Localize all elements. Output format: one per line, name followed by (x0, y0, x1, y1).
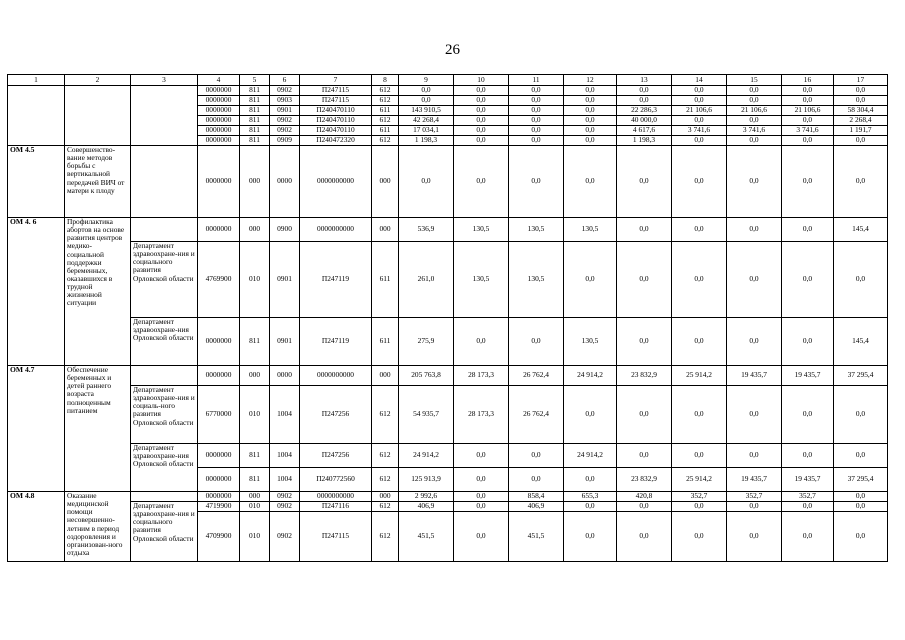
data-cell: 25 914,2 (672, 366, 727, 386)
data-cell: 000 (372, 366, 399, 386)
data-cell: 0,0 (834, 136, 888, 146)
data-cell: 0903 (270, 96, 300, 106)
measure-name: Оказание медицинской помощи несовершенно-летним в период оздоровления и организован-ного отдыха (65, 492, 131, 562)
data-cell: 612 (372, 136, 399, 146)
data-cell: 145,4 (834, 218, 888, 242)
header-cell: 9 (399, 75, 454, 86)
data-cell: 000 (240, 366, 270, 386)
header-cell: 14 (672, 75, 727, 86)
data-cell: 23 832,9 (617, 468, 672, 492)
data-cell: 0,0 (672, 86, 727, 96)
data-cell: 0,0 (617, 386, 672, 444)
data-cell: 1004 (270, 444, 300, 468)
data-cell: 0,0 (454, 512, 509, 562)
data-cell: П240470110 (300, 116, 372, 126)
data-cell: 451,5 (509, 512, 564, 562)
data-cell: 1004 (270, 386, 300, 444)
data-cell: П247116 (300, 502, 372, 512)
header-cell: 16 (782, 75, 834, 86)
data-cell: 0,0 (617, 242, 672, 318)
data-cell: 858,4 (509, 492, 564, 502)
data-cell: 0000000 (198, 444, 240, 468)
data-cell: 0,0 (509, 146, 564, 218)
data-cell: 811 (240, 126, 270, 136)
data-cell: 000 (240, 146, 270, 218)
data-cell: 612 (372, 468, 399, 492)
data-cell: 612 (372, 86, 399, 96)
data-cell: 4719900 (198, 502, 240, 512)
data-cell: 3 741,6 (672, 126, 727, 136)
data-cell: 2 268,4 (834, 116, 888, 126)
data-cell: 0,0 (454, 86, 509, 96)
data-cell: 0,0 (727, 444, 782, 468)
data-cell: 17 034,1 (399, 126, 454, 136)
data-cell: 28 173,3 (454, 366, 509, 386)
data-cell: 0,0 (454, 146, 509, 218)
data-cell: 19 435,7 (782, 468, 834, 492)
data-cell: П240470110 (300, 106, 372, 116)
header-cell: 4 (198, 75, 240, 86)
data-cell: 0000000 (198, 106, 240, 116)
table-row (8, 318, 888, 366)
data-cell: 406,9 (399, 502, 454, 512)
data-cell: 0000 (270, 146, 300, 218)
data-cell: 811 (240, 318, 270, 366)
data-cell: 010 (240, 512, 270, 562)
data-cell: 0,0 (454, 126, 509, 136)
data-cell: 536,9 (399, 218, 454, 242)
data-cell: 611 (372, 126, 399, 136)
data-cell: 0000000 (198, 366, 240, 386)
data-cell: 0,0 (564, 126, 617, 136)
data-cell: 352,7 (782, 492, 834, 502)
executor-name: Департамент здравоохране-ния и социаль-ного развития Орловской области (131, 386, 198, 444)
data-cell: 0,0 (782, 116, 834, 126)
data-cell: 1004 (270, 468, 300, 492)
data-cell: 37 295,4 (834, 366, 888, 386)
data-cell: 4769900 (198, 242, 240, 318)
data-cell: 811 (240, 444, 270, 468)
data-cell: 145,4 (834, 318, 888, 366)
data-cell: 0,0 (454, 318, 509, 366)
data-cell: 21 106,6 (782, 106, 834, 116)
data-cell: 811 (240, 96, 270, 106)
data-cell: 205 763,8 (399, 366, 454, 386)
header-cell: 13 (617, 75, 672, 86)
data-cell: 24 914,2 (564, 444, 617, 468)
data-cell: П247115 (300, 86, 372, 96)
data-cell: 0,0 (782, 242, 834, 318)
data-cell: 0,0 (617, 444, 672, 468)
data-cell: 130,5 (454, 218, 509, 242)
data-cell: 0,0 (564, 242, 617, 318)
data-cell: 612 (372, 96, 399, 106)
data-cell: 24 914,2 (564, 366, 617, 386)
data-cell: 0,0 (727, 218, 782, 242)
data-cell: 0000000000 (300, 492, 372, 502)
data-cell: 19 435,7 (727, 366, 782, 386)
data-cell: 0,0 (782, 136, 834, 146)
table-row (8, 218, 888, 242)
executor-cell-empty (131, 146, 198, 218)
data-cell: 0,0 (454, 468, 509, 492)
data-cell: 1 191,7 (834, 126, 888, 136)
executor-name: Департамент здравоохране-ния Орловской области (131, 444, 198, 492)
data-cell: 0,0 (564, 146, 617, 218)
header-cell: 15 (727, 75, 782, 86)
measure-name: Профилактика абортов на основе развития центров медико-социальной поддержки беременных, оказавшихся в трудной жизненной ситуации (65, 218, 131, 366)
data-cell: 0,0 (564, 116, 617, 126)
data-cell: 3 741,6 (782, 126, 834, 136)
data-cell: 612 (372, 502, 399, 512)
data-cell: 611 (372, 242, 399, 318)
data-cell: 25 914,2 (672, 468, 727, 492)
table-row (8, 146, 888, 218)
data-cell: 130,5 (509, 218, 564, 242)
data-cell: 42 268,4 (399, 116, 454, 126)
data-cell: 0000000 (198, 146, 240, 218)
data-cell: 2 992,6 (399, 492, 454, 502)
data-cell: 0,0 (564, 106, 617, 116)
data-cell: 0,0 (454, 106, 509, 116)
data-cell: 000 (240, 492, 270, 502)
data-cell: 0000000000 (300, 218, 372, 242)
data-cell: 0,0 (782, 512, 834, 562)
data-cell: 0,0 (617, 218, 672, 242)
data-cell: 54 935,7 (399, 386, 454, 444)
data-cell: 0,0 (672, 146, 727, 218)
executor-cell-empty (131, 218, 198, 242)
executor-name: Департамент здравоохране-ния и социального развития Орловской области (131, 502, 198, 562)
header-cell: 12 (564, 75, 617, 86)
data-cell: 0,0 (509, 444, 564, 468)
data-cell: П240472320 (300, 136, 372, 146)
data-cell: 611 (372, 106, 399, 116)
data-cell: 0,0 (727, 242, 782, 318)
data-cell: 0000000 (198, 136, 240, 146)
data-cell: 0,0 (399, 96, 454, 106)
table-row (8, 242, 888, 318)
data-cell: П247119 (300, 242, 372, 318)
data-cell: 37 295,4 (834, 468, 888, 492)
data-cell: 0,0 (617, 502, 672, 512)
data-cell: 0,0 (509, 96, 564, 106)
data-cell: П240772560 (300, 468, 372, 492)
data-cell: 0,0 (782, 146, 834, 218)
data-cell: 000 (372, 146, 399, 218)
data-cell: 0902 (270, 86, 300, 96)
table-row (8, 386, 888, 444)
measure-code: ОМ 4. 6 (8, 218, 65, 366)
data-cell: 0000000000 (300, 366, 372, 386)
data-cell: 0,0 (834, 86, 888, 96)
measure-name: Совершенство-вание методов борьбы с вертикальной передачей ВИЧ от матери к плоду (65, 146, 131, 218)
data-cell: 0000000 (198, 116, 240, 126)
data-cell: 0,0 (672, 512, 727, 562)
data-cell: 130,5 (509, 242, 564, 318)
data-cell: 0000000 (198, 86, 240, 96)
data-cell: 125 913,9 (399, 468, 454, 492)
data-cell: 0,0 (834, 512, 888, 562)
data-cell: 0,0 (509, 116, 564, 126)
data-cell: 000 (240, 218, 270, 242)
data-cell: 0,0 (727, 146, 782, 218)
data-cell: 0,0 (782, 386, 834, 444)
data-cell: 0900 (270, 218, 300, 242)
data-cell: 0,0 (834, 444, 888, 468)
data-cell: 352,7 (672, 492, 727, 502)
header-row (8, 75, 888, 86)
table-row (8, 492, 888, 502)
data-cell: 130,5 (564, 318, 617, 366)
data-cell: 0000000 (198, 126, 240, 136)
data-cell: 0,0 (672, 318, 727, 366)
data-cell: 0,0 (834, 502, 888, 512)
header-cell: 11 (509, 75, 564, 86)
data-cell: 0,0 (782, 96, 834, 106)
data-cell: 811 (240, 106, 270, 116)
data-cell: 4709900 (198, 512, 240, 562)
data-cell: 0,0 (834, 242, 888, 318)
data-cell: 0,0 (782, 444, 834, 468)
data-cell: П247256 (300, 386, 372, 444)
data-cell: 0,0 (672, 386, 727, 444)
data-cell: 0,0 (564, 512, 617, 562)
data-cell: 0000000 (198, 468, 240, 492)
data-cell: 0,0 (564, 136, 617, 146)
data-cell: 0000000 (198, 318, 240, 366)
data-cell: 0,0 (727, 502, 782, 512)
data-cell: 28 173,3 (454, 386, 509, 444)
data-cell: 0,0 (727, 136, 782, 146)
data-cell: 811 (240, 86, 270, 96)
data-cell: 0,0 (782, 502, 834, 512)
data-cell: 0902 (270, 492, 300, 502)
header-cell: 8 (372, 75, 399, 86)
data-cell: П247115 (300, 512, 372, 562)
data-cell: 010 (240, 242, 270, 318)
data-cell: 261,0 (399, 242, 454, 318)
data-cell: 0,0 (509, 126, 564, 136)
data-cell: 0,0 (509, 106, 564, 116)
data-cell: 352,7 (727, 492, 782, 502)
data-cell: 000 (372, 218, 399, 242)
data-cell: 0,0 (727, 96, 782, 106)
data-cell: 612 (372, 116, 399, 126)
data-cell: 010 (240, 502, 270, 512)
code-cell-empty (8, 86, 65, 146)
data-cell: 0,0 (834, 492, 888, 502)
data-cell: 0,0 (834, 146, 888, 218)
executor-name: Департамент здравоохране-ния Орловской области (131, 318, 198, 366)
data-cell: 0,0 (564, 386, 617, 444)
data-cell: 0,0 (672, 116, 727, 126)
data-cell: 0,0 (564, 502, 617, 512)
header-cell: 6 (270, 75, 300, 86)
data-cell: 0,0 (782, 218, 834, 242)
data-cell: 0,0 (617, 96, 672, 106)
header-cell: 3 (131, 75, 198, 86)
data-cell: 0,0 (617, 86, 672, 96)
data-cell: 0,0 (454, 116, 509, 126)
header-cell: 2 (65, 75, 131, 86)
executor-cell-empty (131, 366, 198, 386)
measure-name: Обеспечение беременных и детей раннего возраста полноценным питанием (65, 366, 131, 492)
data-cell: 0901 (270, 242, 300, 318)
table-row (8, 502, 888, 512)
data-cell: 0,0 (782, 86, 834, 96)
data-cell: 0,0 (454, 502, 509, 512)
data-cell: 1 198,3 (617, 136, 672, 146)
data-cell: 6770000 (198, 386, 240, 444)
data-cell: 406,9 (509, 502, 564, 512)
data-cell: 23 832,9 (617, 366, 672, 386)
data-cell: 0,0 (399, 146, 454, 218)
data-cell: 0902 (270, 126, 300, 136)
data-cell: 22 286,3 (617, 106, 672, 116)
data-cell: 0,0 (672, 218, 727, 242)
data-cell: 26 762,4 (509, 366, 564, 386)
data-cell: 611 (372, 318, 399, 366)
data-cell: 0,0 (617, 318, 672, 366)
table-row (8, 366, 888, 386)
data-cell: 130,5 (454, 242, 509, 318)
data-cell: 0,0 (727, 512, 782, 562)
table-body (8, 75, 888, 562)
data-cell: 811 (240, 116, 270, 126)
data-cell: 0,0 (454, 136, 509, 146)
name-cell-empty (65, 86, 131, 146)
data-cell: 0,0 (564, 86, 617, 96)
data-cell: 0909 (270, 136, 300, 146)
data-cell: 0,0 (672, 444, 727, 468)
data-cell: 0,0 (564, 96, 617, 106)
data-cell: 0,0 (727, 86, 782, 96)
data-cell: 0,0 (727, 116, 782, 126)
data-cell: 0,0 (509, 86, 564, 96)
data-cell: П247119 (300, 318, 372, 366)
data-cell: 0,0 (509, 318, 564, 366)
data-cell: 612 (372, 386, 399, 444)
data-cell: 612 (372, 444, 399, 468)
data-cell: 0,0 (834, 386, 888, 444)
data-cell: 612 (372, 512, 399, 562)
header-cell: 1 (8, 75, 65, 86)
data-cell: 420,8 (617, 492, 672, 502)
data-cell: 0902 (270, 502, 300, 512)
data-cell: П247256 (300, 444, 372, 468)
data-cell: 655,3 (564, 492, 617, 502)
data-cell: 0,0 (509, 136, 564, 146)
executor-name: Департамент здравоохране-ния и социального развития Орловской области (131, 242, 198, 318)
data-cell: 21 106,6 (672, 106, 727, 116)
table-row (8, 444, 888, 468)
data-cell: 0902 (270, 116, 300, 126)
data-cell: 0,0 (727, 386, 782, 444)
data-cell: 0,0 (454, 444, 509, 468)
data-cell: 811 (240, 468, 270, 492)
measure-code: ОМ 4.5 (8, 146, 65, 218)
data-cell: 0,0 (672, 136, 727, 146)
executor-cell-empty (131, 86, 198, 146)
data-cell: 275,9 (399, 318, 454, 366)
header-cell: 7 (300, 75, 372, 86)
page-number: 26 (445, 42, 460, 58)
data-cell: 24 914,2 (399, 444, 454, 468)
data-cell: 0000000 (198, 218, 240, 242)
data-cell: 451,5 (399, 512, 454, 562)
header-cell: 10 (454, 75, 509, 86)
data-cell: 0000000 (198, 96, 240, 106)
data-cell: 40 000,0 (617, 116, 672, 126)
data-cell: 0,0 (834, 96, 888, 106)
data-cell: 0,0 (727, 318, 782, 366)
data-cell: 0,0 (564, 468, 617, 492)
data-cell: 0000 (270, 366, 300, 386)
budget-table (7, 74, 888, 562)
data-cell: П247115 (300, 96, 372, 106)
data-cell: 0,0 (782, 318, 834, 366)
measure-code: ОМ 4.8 (8, 492, 65, 562)
data-cell: 143 910,5 (399, 106, 454, 116)
data-cell: 26 762,4 (509, 386, 564, 444)
data-cell: 0,0 (617, 512, 672, 562)
data-cell: 0,0 (617, 146, 672, 218)
data-cell: 21 106,6 (727, 106, 782, 116)
data-cell: 0000000000 (300, 146, 372, 218)
data-cell: 0,0 (454, 96, 509, 106)
data-cell: 0,0 (454, 492, 509, 502)
data-cell: 811 (240, 136, 270, 146)
data-cell: 0000000 (198, 492, 240, 502)
data-cell: 000 (372, 492, 399, 502)
data-cell: 0,0 (672, 502, 727, 512)
measure-code: ОМ 4.7 (8, 366, 65, 492)
data-cell: 58 304,4 (834, 106, 888, 116)
data-cell: 19 435,7 (727, 468, 782, 492)
data-cell: 0,0 (509, 468, 564, 492)
header-cell: 17 (834, 75, 888, 86)
table-row (8, 86, 888, 96)
data-cell: 1 198,3 (399, 136, 454, 146)
data-cell: 0,0 (672, 242, 727, 318)
data-cell: 0901 (270, 318, 300, 366)
data-cell: 3 741,6 (727, 126, 782, 136)
header-cell: 5 (240, 75, 270, 86)
data-cell: 19 435,7 (782, 366, 834, 386)
data-cell: 0901 (270, 106, 300, 116)
data-cell: 0,0 (399, 86, 454, 96)
data-cell: 0902 (270, 512, 300, 562)
data-cell: 130,5 (564, 218, 617, 242)
data-cell: П240470110 (300, 126, 372, 136)
executor-cell-empty (131, 492, 198, 502)
data-cell: 4 617,6 (617, 126, 672, 136)
data-cell: 0,0 (672, 96, 727, 106)
data-cell: 010 (240, 386, 270, 444)
